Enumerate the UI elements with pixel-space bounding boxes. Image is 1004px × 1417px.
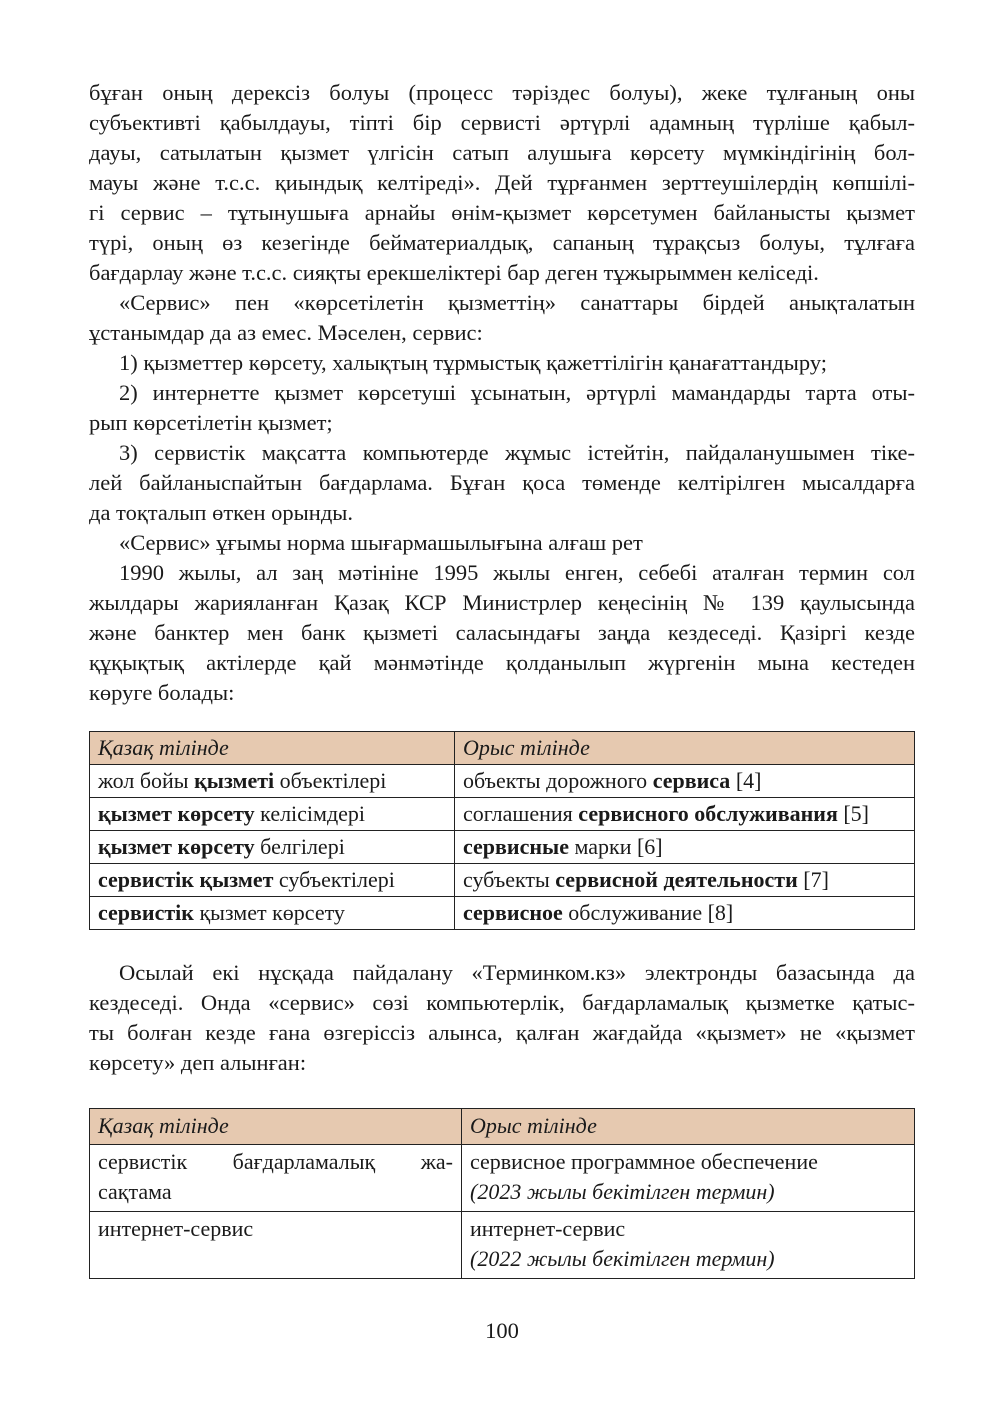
cell-kazakh [90, 1212, 462, 1279]
table-row [90, 897, 915, 930]
table-row [90, 798, 915, 831]
text-line: мауы және т.с.с. қиындық келтіреді». Дей тұрғанмен зерттеушілердің көпшілі- [89, 170, 915, 195]
cell-russian [455, 897, 915, 930]
cell-text: обслуживание [8] [562, 900, 734, 925]
page-content [89, 78, 915, 1279]
cell-text: [4] [730, 768, 762, 793]
cell-text: сервисное программное обеспечение [470, 1149, 818, 1174]
text-line: бағдарлау және т.с.с. сияқты ерекшеліктері бар деген тұжырыммен келіседі. [89, 260, 819, 285]
cell-russian [455, 765, 915, 798]
cell-text: объекты дорожного [463, 768, 653, 793]
terms-table-2-body [90, 1145, 915, 1279]
bold-term: сервиса [652, 768, 731, 793]
cell-russian [455, 798, 915, 831]
text-line: 1990 жылы, ал заң мәтініне 1995 жылы енген, себебі аталған термин сол [119, 560, 915, 585]
cell-text: интернет-сервис [98, 1216, 254, 1241]
paragraph-5 [89, 958, 915, 1078]
cell-kazakh [90, 897, 455, 930]
cell-text: белгілері [254, 834, 345, 859]
table-row [90, 864, 915, 897]
text-line: кездеседі. Онда «сервис» сөзі компьютерлік, бағдарламалық қызметке қатыс- [89, 990, 915, 1015]
text-line: 2) интернетте қызмет көрсетуші ұсынатын, әртүрлі мамандарды тарта оты- [119, 380, 915, 405]
bold-term: сервистік [98, 900, 194, 925]
text-line: Осылай екі нұсқада пайдалану «Терминком.кз» электронды базасында да [119, 960, 915, 985]
bold-term: қызметі [194, 768, 275, 793]
text-line: «Сервис» пен «көрсетілетін қызметтің» санаттары бірдей анықталатын [119, 290, 915, 315]
text-line: да тоқталып өткен орынды. [89, 500, 354, 525]
text-line: түрі, оның өз кезегінде бейматериалдық, сапаның тұрақсыз болуы, тұлғаға [89, 230, 915, 255]
cell-text: субъектілері [273, 867, 395, 892]
header-russian: Орыс тілінде [455, 732, 915, 765]
paragraph-4 [89, 558, 915, 708]
page-number: 100 [485, 1318, 519, 1343]
cell-russian [455, 864, 915, 897]
header-russian: Орыс тілінде [462, 1109, 915, 1145]
table-row [90, 831, 915, 864]
cell-text: [7] [797, 867, 829, 892]
text-line: және банктер мен банк қызметі саласындағы заңда кездеседі. Қазіргі кезде [89, 620, 915, 645]
bold-term: қызмет көрсету [98, 801, 255, 826]
text-line: ұстанымдар да аз емес. Мәселен, сервис: [89, 320, 483, 345]
header-kazakh: Қазақ тілінде [90, 732, 455, 765]
cell-kazakh [90, 1145, 462, 1212]
table-header-row [90, 1109, 915, 1145]
list-item-1 [89, 348, 915, 378]
paragraph-3 [89, 528, 915, 558]
approval-note: (2023 жылы бекітілген термин) [470, 1179, 775, 1204]
cell-text: объектілері [274, 768, 387, 793]
text-line: көруге болады: [89, 680, 235, 705]
text-line: лей байланыспайтын бағдарлама. Бұған қоса төменде келтірілген мысалдарға [89, 470, 915, 495]
cell-text: соглашения [463, 801, 579, 826]
table-row [90, 765, 915, 798]
approval-note: (2022 жылы бекітілген термин) [470, 1246, 775, 1271]
list-item-2 [89, 378, 915, 438]
cell-russian [462, 1212, 915, 1279]
text-line: гі сервис – тұтынушыға арнайы өнім-қызмет көрсетумен байланысты қызмет [89, 200, 915, 225]
cell-russian [462, 1145, 915, 1212]
text-line: құқықтық актілерде қай мәнмәтінде қолданылып жүргенін мына кестеден [89, 650, 915, 675]
terms-table-1-body [90, 765, 915, 930]
cell-kazakh [90, 864, 455, 897]
bold-term: сервистік қызмет [98, 867, 274, 892]
cell-text: қызмет көрсету [193, 900, 345, 925]
text-line: дауы, сатылатын қызмет үлгісін сатып алушыға көрсету мүмкіндігінің бол- [89, 140, 915, 165]
text-line: 1) қызметтер көрсету, халықтың тұрмыстық қажеттілігін қанағаттандыру; [119, 350, 828, 375]
cell-kazakh [90, 831, 455, 864]
cell-kazakh [90, 765, 455, 798]
cell-kazakh [90, 798, 455, 831]
text-line: рып көрсетілетін қызмет; [89, 410, 333, 435]
text-line: жылдары жарияланған Қазақ КСР Министрлер кеңесінің № 139 қаулысында [89, 590, 915, 615]
text-line: субъективті қабылдауы, тіпті бір сервисті әртүрлі адамның түрліше қабыл- [89, 110, 915, 135]
paragraph-2 [89, 288, 915, 348]
bold-term: қызмет көрсету [98, 834, 255, 859]
table-row [90, 1145, 915, 1212]
text-line: бұған оның дерексіз болуы (процесс тәріздес болуы), жеке тұлғаның оны [89, 80, 915, 105]
table-row [90, 1212, 915, 1279]
paragraph-1 [89, 78, 915, 288]
cell-text: сақтама [98, 1179, 172, 1204]
header-kazakh: Қазақ тілінде [90, 1109, 462, 1145]
text-line: «Сервис» ұғымы норма шығармашылығына алғаш рет [119, 530, 643, 555]
bold-term: сервисного обслуживания [578, 801, 838, 826]
text-line: көрсету» деп алынған: [89, 1050, 307, 1075]
text-line: ты болған кезде ғана өзгеріссіз алынса, қалған жағдайда «қызмет» не «қызмет [89, 1020, 915, 1045]
cell-text: субъекты [463, 867, 556, 892]
table-header-row [90, 732, 915, 765]
cell-russian [455, 831, 915, 864]
cell-text: келісімдері [254, 801, 366, 826]
text-line: 3) сервистік мақсатта компьютерде жұмыс істейтін, пайдаланушымен тіке- [119, 440, 915, 465]
cell-text: сервистік бағдарламалық жа- [98, 1149, 453, 1174]
bold-term: сервисное [463, 900, 563, 925]
terms-table-2 [89, 1108, 915, 1279]
cell-text: жол бойы [98, 768, 195, 793]
bold-term: сервисные [463, 834, 569, 859]
bold-term: сервисной деятельности [555, 867, 798, 892]
cell-text: [5] [837, 801, 870, 826]
cell-text: интернет-сервис [470, 1216, 626, 1241]
terms-table-1 [89, 731, 915, 930]
list-item-3 [89, 438, 915, 528]
cell-text: марки [6] [568, 834, 663, 859]
